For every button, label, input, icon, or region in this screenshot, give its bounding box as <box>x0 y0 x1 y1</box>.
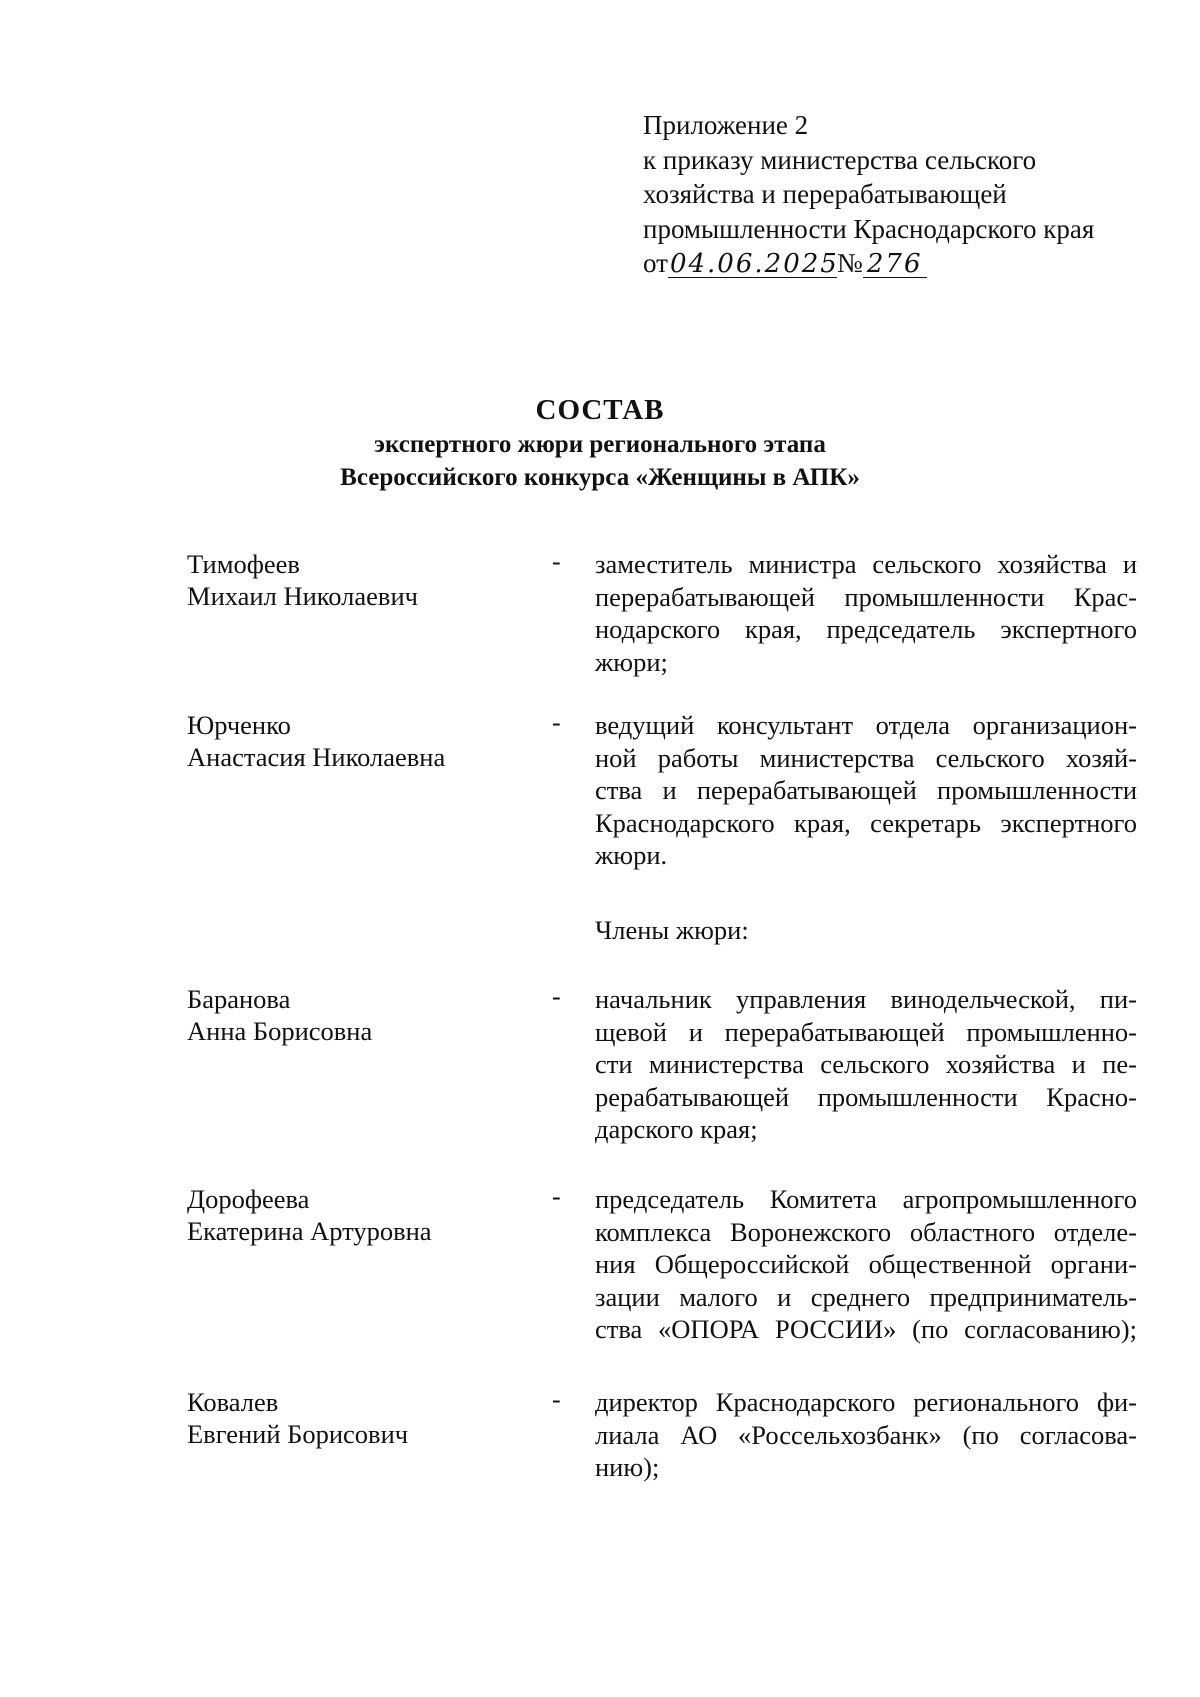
member-surname: Баранова <box>187 984 291 1014</box>
member-name <box>187 983 372 1047</box>
order-date-number-line <box>643 246 1163 281</box>
position-line: лиала АО «Россельхозбанк» (по согласова- <box>595 1419 1137 1450</box>
member-surname: Дорофеева <box>187 1184 310 1214</box>
position-line: ства «ОПОРА РОССИИ» (по согласованию); <box>595 1314 1137 1344</box>
dash-separator: - <box>552 1182 561 1211</box>
handwritten-number: 276 <box>863 251 927 278</box>
number-label: № <box>836 248 863 278</box>
handwritten-date: 04.06.2025 <box>669 249 839 279</box>
dash-separator: - <box>552 547 561 576</box>
document-title: СОСТАВ <box>535 394 665 426</box>
member-given-names: Анна Борисовна <box>187 1016 373 1046</box>
position-line: директор Краснодарского регионального фи- <box>595 1387 1137 1417</box>
position-line: нодарского края, председатель экспертного <box>595 614 1137 644</box>
member-surname: Ковалев <box>187 1387 279 1417</box>
appendix-line-3: хозяйства и перерабатывающей <box>643 179 1007 209</box>
member-position <box>595 1386 1137 1484</box>
member-name <box>187 1183 432 1247</box>
position-line: перерабатывающей промышленности Крас- <box>595 581 1137 612</box>
position-line: ства и перерабатывающей промышленности <box>595 775 1137 805</box>
position-line: нию); <box>595 1452 660 1482</box>
position-line: щевой и перерабатывающей промышленно- <box>595 1016 1137 1047</box>
position-line: начальник управления винодельческой, пи- <box>595 984 1137 1014</box>
position-line: дарского края; <box>595 1114 758 1144</box>
member-position <box>595 709 1137 872</box>
document-subtitle-line-1: экспертного жюри регионального этапа <box>374 431 826 458</box>
appendix-line-4: промышленности Краснодарского края <box>643 213 1095 244</box>
member-position <box>595 1183 1137 1346</box>
member-given-names: Михаил Николаевич <box>187 581 418 611</box>
member-name <box>187 1386 408 1450</box>
member-position <box>595 548 1137 678</box>
appendix-line-1: Приложение 2 <box>643 110 809 140</box>
from-label: от <box>643 248 668 278</box>
position-line: ведущий консультант отдела организацион- <box>595 710 1137 740</box>
position-line: рерабатывающей промышленности Красно- <box>595 1081 1137 1112</box>
member-given-names: Екатерина Артуровна <box>187 1216 432 1246</box>
position-line: комплекса Воронежского областного отделе- <box>595 1216 1137 1247</box>
position-line: жюри; <box>595 646 668 677</box>
member-given-names: Евгений Борисович <box>187 1419 409 1449</box>
position-line: ной работы министерства сельского хозяй- <box>595 742 1137 773</box>
appendix-line-2: к приказу министерства сельского <box>643 144 1037 175</box>
dash-separator: - <box>552 982 561 1011</box>
position-line: жюри. <box>595 840 668 870</box>
member-name <box>187 709 445 773</box>
position-line: зации малого и среднего предприниматель- <box>595 1281 1137 1312</box>
position-line: заместитель министра сельского хозяйства и <box>595 549 1137 579</box>
position-line: ния Общероссийской общественной органи- <box>595 1249 1137 1279</box>
position-line: сти министерства сельского хозяйства и пе- <box>595 1049 1137 1079</box>
member-position <box>595 983 1137 1146</box>
document-subtitle-line-2: Всероссийского конкурса «Женщины в АПК» <box>340 464 860 491</box>
member-given-names: Анастасия Николаевна <box>187 742 446 772</box>
member-surname: Тимофеев <box>187 549 300 579</box>
dash-separator: - <box>552 1385 561 1414</box>
position-line: Краснодарского края, секретарь экспертного <box>595 807 1137 838</box>
dash-separator: - <box>552 708 561 737</box>
appendix-header <box>643 108 1163 281</box>
members-heading: Члены жюри: <box>595 915 749 945</box>
member-name <box>187 548 418 612</box>
member-surname: Юрченко <box>187 710 291 740</box>
position-line: председатель Комитета агропромышленного <box>595 1184 1137 1214</box>
